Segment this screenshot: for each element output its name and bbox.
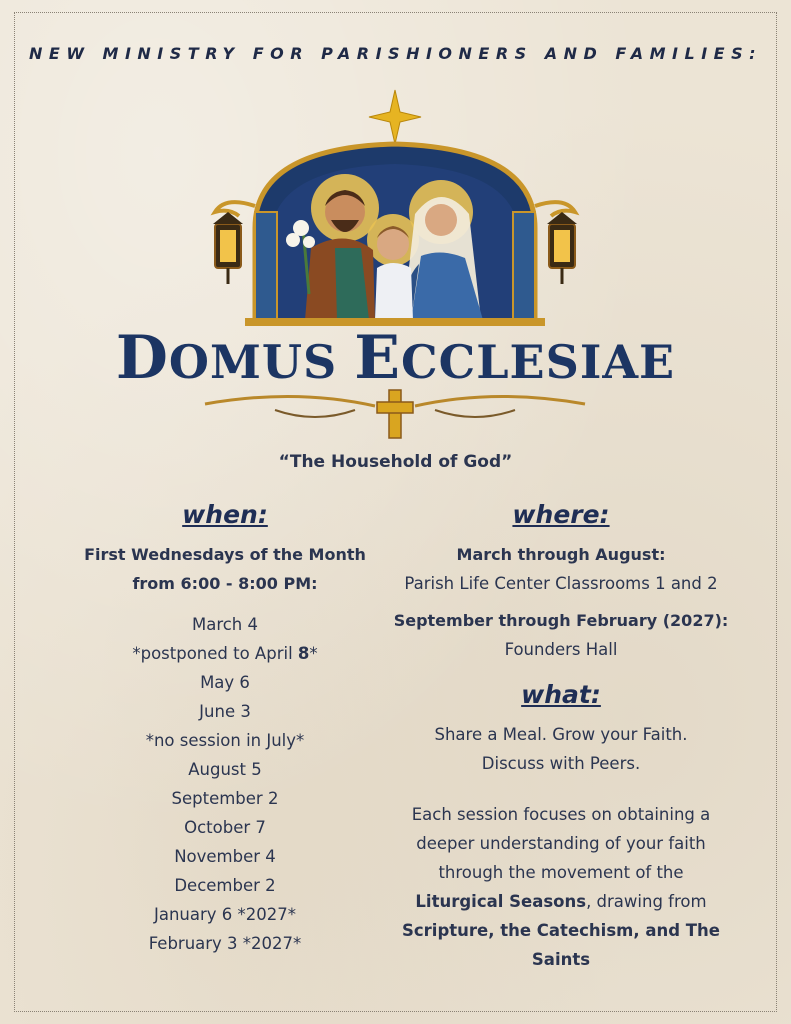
date-item: June 3 [199, 702, 251, 721]
date-item: September 2 [171, 789, 279, 808]
date-item: March 4 [191, 615, 259, 634]
logo-title-letter: D [115, 323, 169, 393]
lantern-icon [547, 212, 577, 284]
desc-text: , drawing from [586, 892, 707, 911]
cross-icon [377, 390, 413, 438]
what-heading: what: [521, 680, 601, 709]
desc-line [380, 887, 742, 916]
where-period: September through February (2027): [393, 611, 729, 630]
star-icon [369, 90, 421, 144]
what-line: Discuss with Peers. [481, 754, 641, 773]
logo-title-part: OMUS [168, 335, 355, 389]
schedule-line: First Wednesdays of the Month [84, 545, 366, 564]
when-section [60, 498, 390, 958]
schedule-line: from 6:00 - 8:00 PM: [132, 574, 318, 593]
desc-line [380, 916, 742, 974]
where-what-section [380, 498, 742, 974]
date-text: *postponed to April [132, 644, 298, 663]
ministry-header: NEW MINISTRY FOR PARISHIONERS AND FAMILIES: [29, 44, 762, 63]
where-period: March through August: [456, 545, 666, 564]
desc-bold: Liturgical Seasons [415, 892, 587, 911]
logo-title [0, 323, 791, 393]
date-item: October 7 [184, 818, 266, 837]
date-item: May 6 [200, 673, 250, 692]
when-heading: when: [182, 500, 268, 529]
date-bold: 8 [297, 644, 310, 663]
desc-line: through the movement of the [438, 863, 684, 882]
date-item-postponed [60, 639, 390, 668]
date-item: December 2 [174, 876, 276, 895]
desc-bold: Scripture, the Catechism, and The Saints [402, 921, 720, 969]
where-location: Parish Life Center Classrooms 1 and 2 [404, 574, 718, 593]
date-item: November 4 [174, 847, 276, 866]
date-item: *no session in July* [145, 731, 305, 750]
where-heading: where: [512, 500, 610, 529]
date-item: February 3 *2027* [148, 934, 302, 953]
dates-list [60, 610, 390, 958]
date-item: August 5 [188, 760, 262, 779]
date-text: * [309, 644, 318, 663]
date-item: January 6 *2027* [153, 905, 297, 924]
tagline: “The Household of God” [278, 452, 513, 472]
lantern-icon [213, 212, 243, 284]
logo-title-letter: E [354, 323, 401, 393]
desc-line: deeper understanding of your faith [416, 834, 706, 853]
holy-family-logo-image [185, 88, 605, 448]
what-line: Share a Meal. Grow your Faith. [434, 725, 688, 744]
what-description [380, 800, 742, 974]
logo-title-part: CCLESIAE [400, 335, 676, 389]
desc-line: Each session focuses on obtaining a [411, 805, 711, 824]
where-location: Founders Hall [504, 640, 618, 659]
